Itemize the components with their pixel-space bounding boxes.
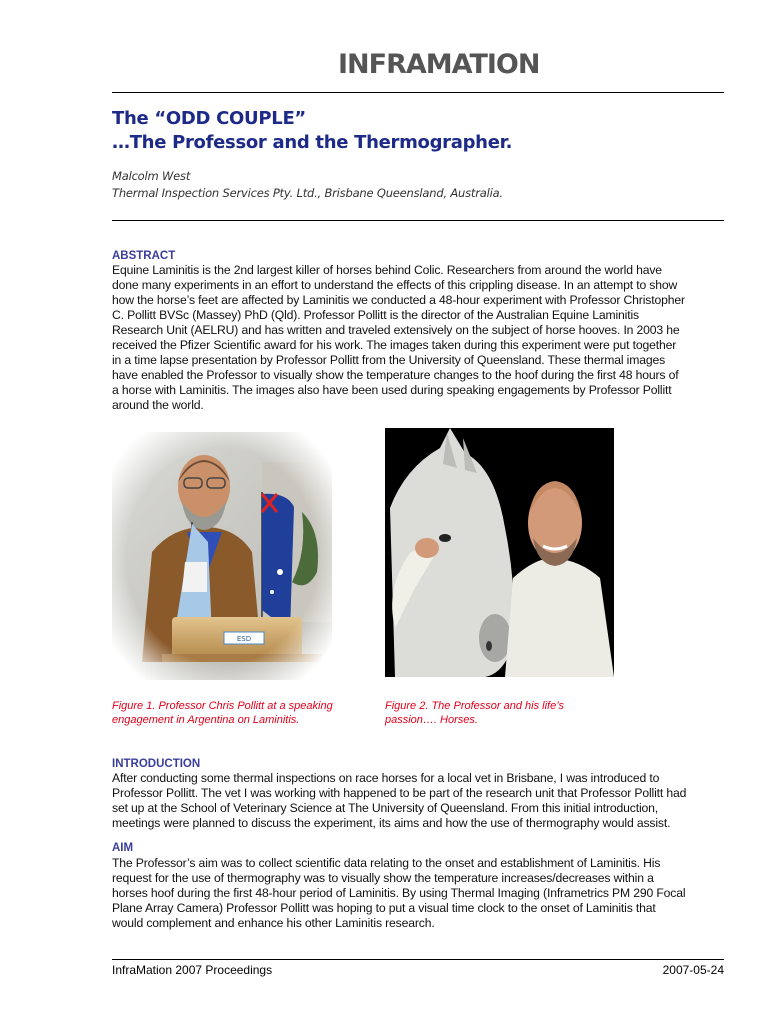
header-rule <box>112 92 724 93</box>
introduction-line: Professor Pollitt. The vet I was working with happened to be part of the research unit that Professor Pollitt had <box>112 786 687 800</box>
abstract-line: have enabled the Professor to visually show the temperature changes to the hoof during the first 48 hours of <box>112 368 679 382</box>
introduction-paragraph <box>112 771 726 831</box>
abstract-line: around the world. <box>112 398 204 412</box>
aim-line: request for the use of thermography was to visually show the temperature increases/decreases within a <box>112 871 654 885</box>
introduction-line: meetings were planned to discuss the experiment, its aims and how the use of thermography would assist. <box>112 816 671 830</box>
professor-at-podium-image <box>112 432 332 680</box>
introduction-heading: INTRODUCTION <box>112 758 201 770</box>
figure-2-caption-line: Figure 2. The Professor and his life’s <box>385 700 564 712</box>
figure-2-caption-line: passion…. Horses. <box>385 714 478 726</box>
figure-2-photo <box>385 428 614 677</box>
paper-title-line-2: …The Professor and the Thermographer. <box>112 132 513 153</box>
abstract-line: C. Pollitt BVSc (Massey) PhD (Qld). Professor Pollitt is the director of the Australian Equine Laminitis <box>112 308 639 322</box>
figure-1-caption-line: engagement in Argentina on Laminitis. <box>112 714 300 726</box>
abstract-paragraph <box>112 263 726 413</box>
abstract-line: done many experiments in an effort to understand the effects of this crippling disease. In an attempt to show <box>112 278 678 292</box>
conference-logo <box>338 48 540 82</box>
footer-date: 2007-05-24 <box>662 963 724 977</box>
author-affiliation: Thermal Inspection Services Pty. Ltd., Brisbane Queensland, Australia. <box>112 186 503 200</box>
figure-1-photo <box>112 432 332 680</box>
aim-line: would complement and enhance his other Laminitis research. <box>112 916 435 930</box>
figure-1-caption <box>112 699 352 727</box>
abstract-line: in a time lapse presentation by Professor Pollitt from the University of Queensland. These thermal images <box>112 353 666 367</box>
abstract-line: received the Pfizer Scientific award for his work. The images taken during this experiment were put together <box>112 338 677 352</box>
figure-1-caption-line: Figure 1. Professor Chris Pollitt at a speaking <box>112 700 333 712</box>
aim-line: The Professor’s aim was to collect scientific data relating to the onset and establishment of Laminitis. His <box>112 856 661 870</box>
paper-title-line-1: The “ODD COUPLE” <box>112 108 306 129</box>
professor-with-horse-image <box>385 428 614 677</box>
aim-line: Plane Array Camera) Professor Pollitt was hoping to put a visual time clock to the onset of Laminitis that <box>112 901 656 915</box>
aim-line: horses hoof during the first 48-hour period of Laminitis. By using Thermal Imaging (Inframetrics PM 290 Focal <box>112 886 686 900</box>
abstract-heading: ABSTRACT <box>112 250 176 262</box>
footer-rule <box>112 959 724 960</box>
introduction-line: After conducting some thermal inspections on race horses for a local vet in Brisbane, I was introduced to <box>112 771 660 785</box>
aim-paragraph <box>112 856 726 931</box>
logo-text: INFRAMATION <box>338 49 540 80</box>
abstract-line: Equine Laminitis is the 2nd largest killer of horses behind Colic. Researchers from around the world have <box>112 263 662 277</box>
abstract-line: how the horse’s feet are affected by Laminitis we conducted a 48-hour experiment with Professor Christopher <box>112 293 685 307</box>
abstract-line: Research Unit (AELRU) and has written and traveled extensively on the subject of horse hooves. In 2003 he <box>112 323 680 337</box>
aim-heading: AIM <box>112 842 134 854</box>
figure-2-caption <box>385 699 625 727</box>
byline-rule <box>112 220 724 221</box>
introduction-line: set up at the School of Veterinary Science at The University of Queensland. From this initial introduction, <box>112 801 658 815</box>
footer-proceedings: InfraMation 2007 Proceedings <box>112 963 273 977</box>
abstract-line: a horse with Laminitis. The images also have been used during speaking engagements by Professor Pollitt <box>112 383 672 397</box>
author-name: Malcolm West <box>112 169 191 183</box>
